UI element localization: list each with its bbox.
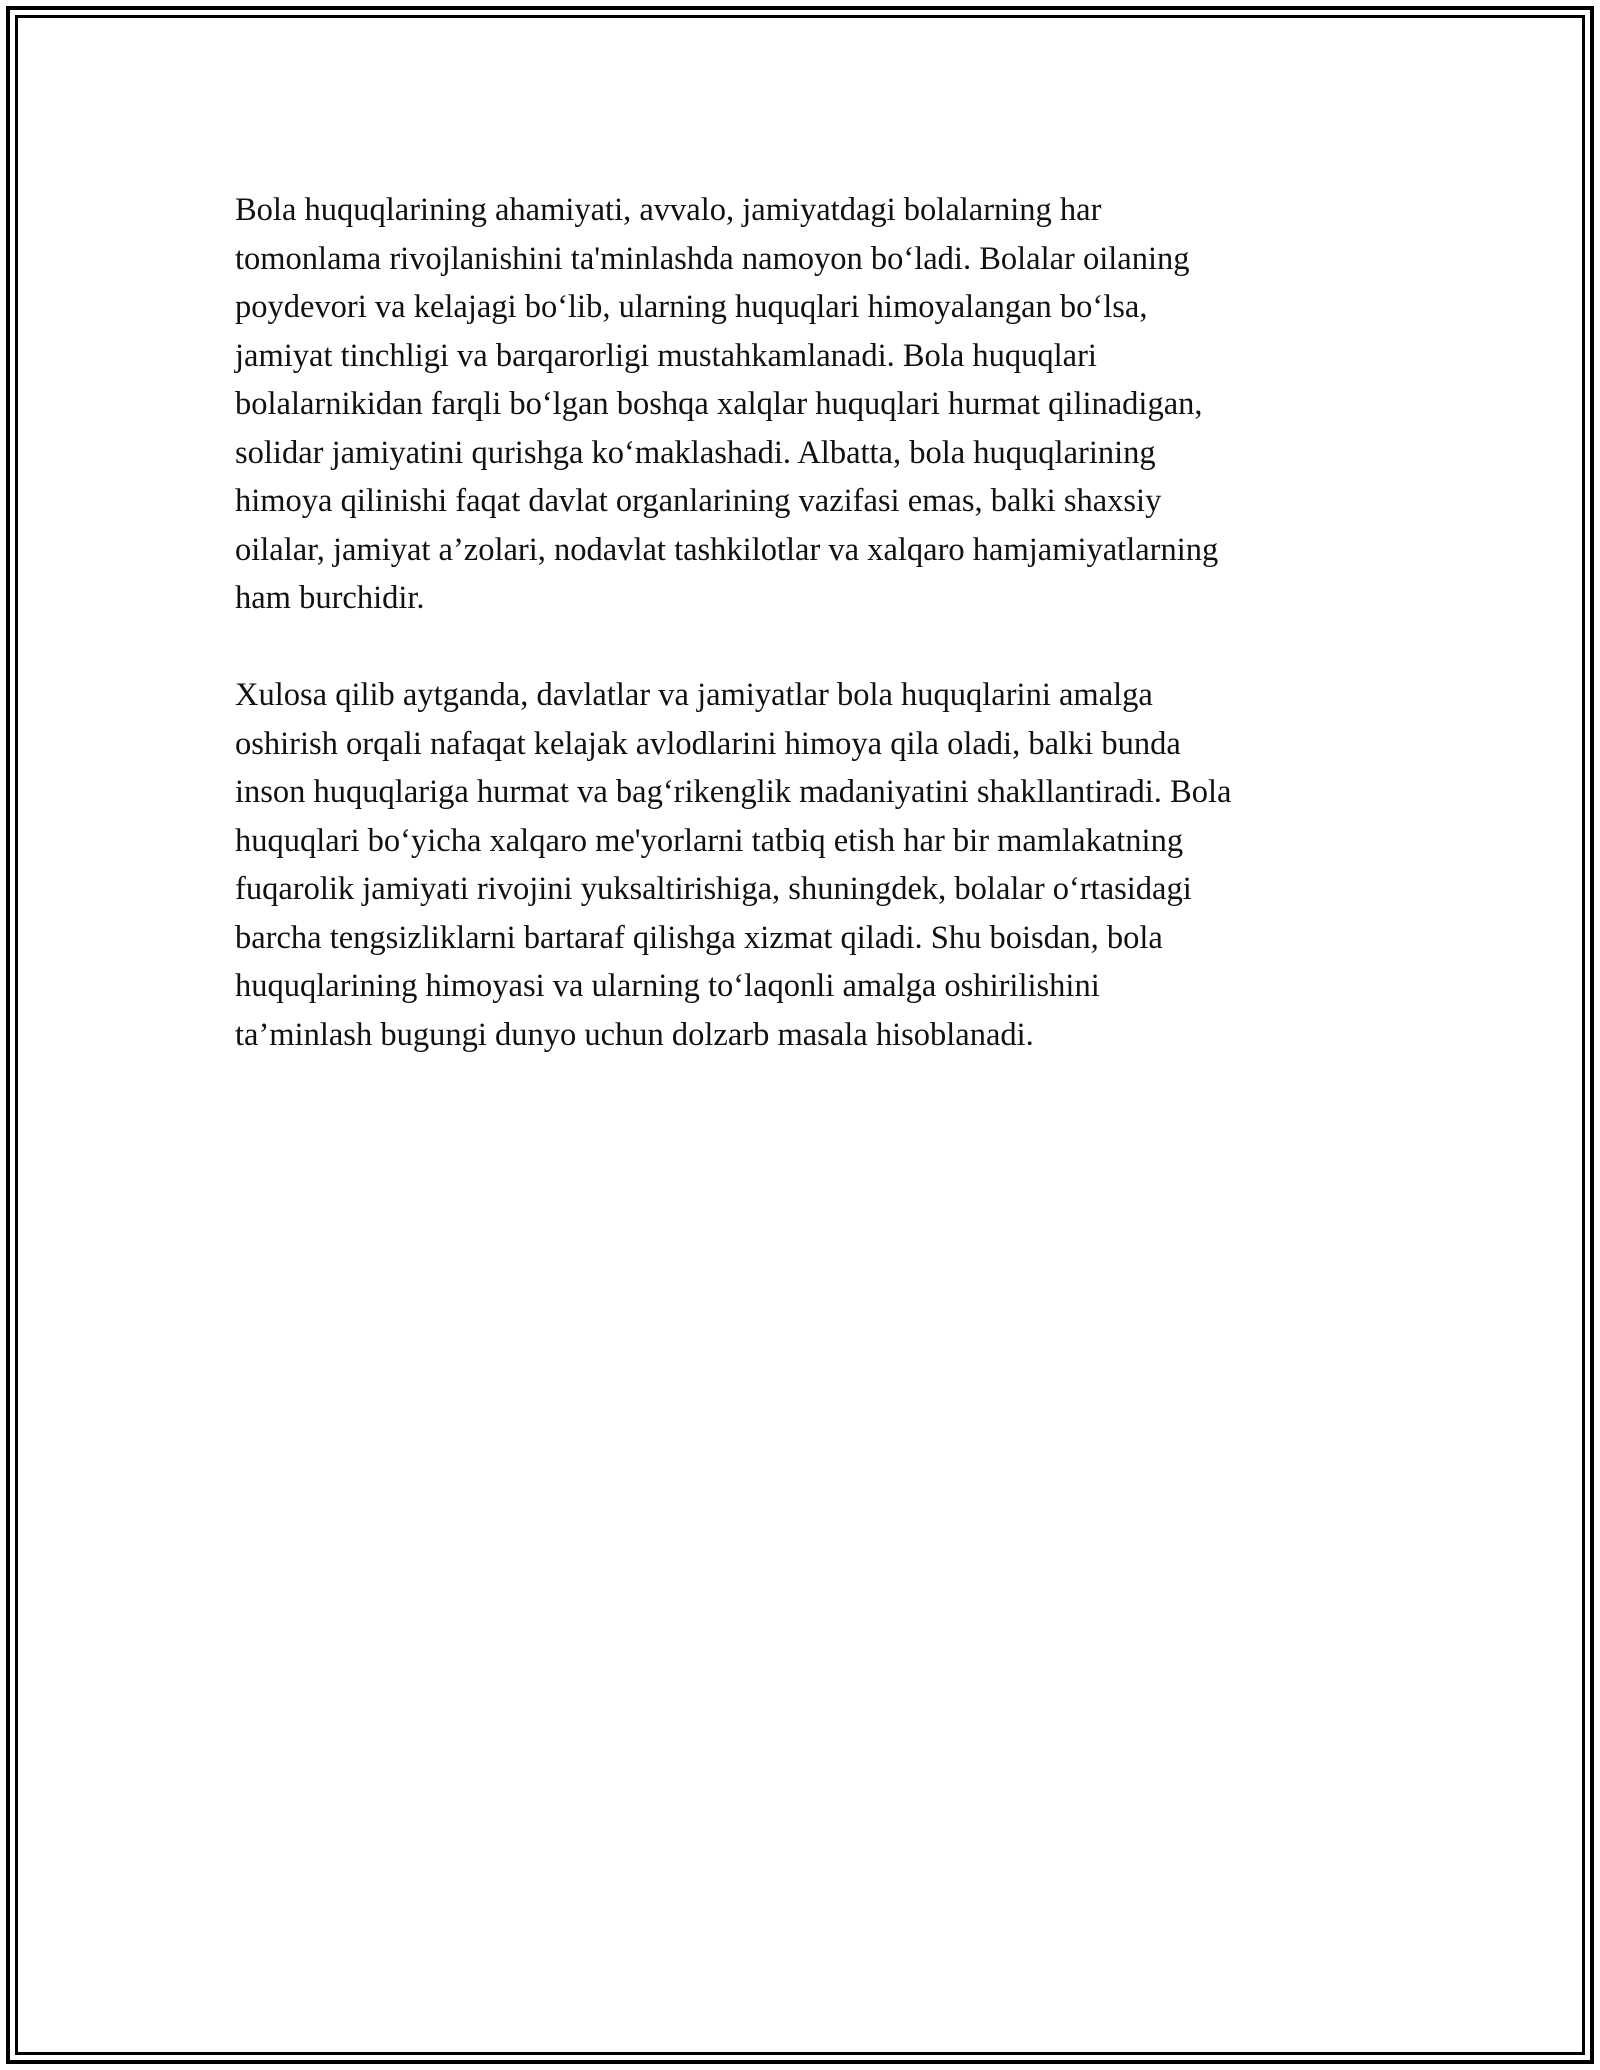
text-line: inson huquqlariga hurmat va bag‘rikenglik madaniyatini shakllantiradi. Bola	[235, 774, 1232, 810]
text-line: fuqarolik jamiyati rivojini yuksaltirishiga, shuningdek, bolalar o‘rtasidagi	[235, 871, 1192, 907]
text-line: poydevori va kelajagi bo‘lib, ularning huquqlari himoyalangan bo‘lsa,	[235, 289, 1148, 325]
text-line: oshirish orqali nafaqat kelajak avlodlarini himoya qila oladi, balki bunda	[235, 725, 1181, 762]
text-line: solidar jamiyatini qurishga ko‘maklashadi. Albatta, bola huquqlarining	[235, 434, 1156, 471]
paragraph-2	[235, 671, 1375, 1059]
document-body	[235, 186, 1375, 1059]
paragraph-1	[235, 186, 1375, 623]
text-line: himoya qilinishi faqat davlat organlarining vazifasi emas, balki shaxsiy	[235, 483, 1162, 519]
text-line: oilalar, jamiyat a’zolari, nodavlat tashkilotlar va xalqaro hamjamiyatlarning	[235, 531, 1219, 568]
text-line: barcha tengsizliklarni bartaraf qilishga xizmat qiladi. Shu boisdan, bola	[235, 919, 1163, 956]
text-line: bolalarnikidan farqli bo‘lgan boshqa xalqlar huquqlari hurmat qilinadigan,	[235, 386, 1203, 422]
text-line: ta’minlash bugungi dunyo uchun dolzarb masala hisoblanadi.	[235, 1016, 1034, 1053]
text-line: Xulosa qilib aytganda, davlatlar va jamiyatlar bola huquqlarini amalga	[235, 677, 1153, 713]
text-line: Bola huquqlarining ahamiyati, avvalo, jamiyatdagi bolalarning har	[235, 192, 1102, 228]
text-line: ham burchidir.	[235, 580, 425, 616]
text-line: huquqlari bo‘yicha xalqaro me'yorlarni tatbiq etish har bir mamlakatning	[235, 822, 1184, 859]
text-line: huquqlarining himoyasi va ularning to‘laqonli amalga oshirilishini	[235, 968, 1100, 1004]
text-line: tomonlama rivojlanishini ta'minlashda namoyon bo‘ladi. Bolalar oilaning	[235, 240, 1190, 277]
text-line: jamiyat tinchligi va barqarorligi mustahkamlanadi. Bola huquqlari	[235, 337, 1097, 374]
